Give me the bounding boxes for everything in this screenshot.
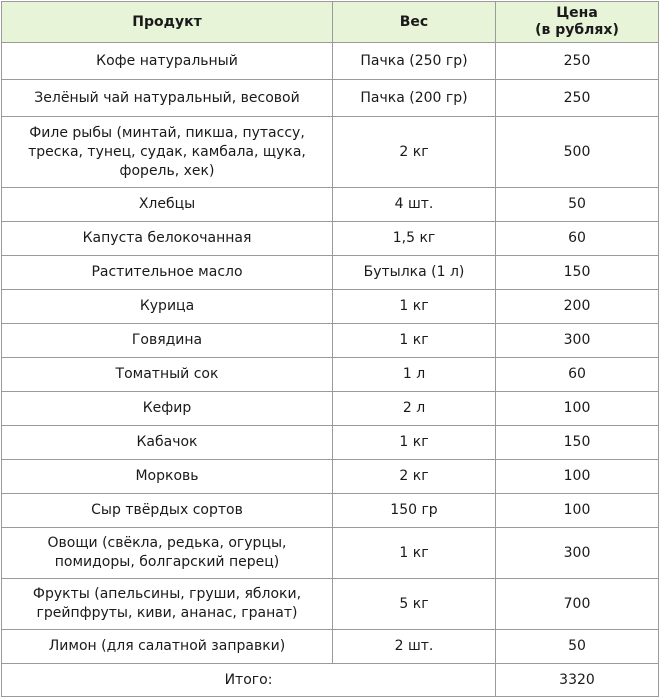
product-cell	[2, 222, 333, 256]
product-line: форель, хек)	[119, 162, 215, 179]
product-line: Хлебцы	[138, 196, 196, 212]
header-product: Продукт	[2, 2, 333, 43]
weight-cell: Пачка (200 гр)	[333, 80, 496, 117]
product-cell	[2, 290, 333, 324]
weight-cell: 2 л	[333, 392, 496, 426]
price-cell: 100	[496, 494, 659, 528]
product-line: Томатный сок	[115, 366, 219, 382]
weight-cell: 2 кг	[333, 460, 496, 494]
table-row	[2, 188, 659, 222]
weight-cell: 150 гр	[333, 494, 496, 528]
product-cell	[2, 460, 333, 494]
header-price-line1: Цена	[556, 5, 598, 21]
price-cell: 500	[496, 117, 659, 188]
header-price	[496, 2, 659, 43]
table-row	[2, 392, 659, 426]
table-row	[2, 324, 659, 358]
weight-cell: 1 л	[333, 358, 496, 392]
table-row	[2, 43, 659, 80]
price-cell: 50	[496, 630, 659, 664]
product-cell	[2, 324, 333, 358]
weight-cell: Пачка (250 гр)	[333, 43, 496, 80]
product-cell	[2, 579, 333, 630]
product-cell	[2, 256, 333, 290]
table-row	[2, 630, 659, 664]
product-line: Сыр твёрдых сортов	[91, 502, 243, 518]
product-line: треска, тунец, судак, камбала, щука,	[28, 143, 306, 160]
table-row	[2, 358, 659, 392]
price-cell: 100	[496, 392, 659, 426]
weight-cell: 5 кг	[333, 579, 496, 630]
price-cell: 250	[496, 80, 659, 117]
price-cell: 300	[496, 528, 659, 579]
table-row	[2, 494, 659, 528]
product-line: Овощи (свёкла, редька, огурцы,	[47, 535, 287, 551]
weight-cell: 1 кг	[333, 290, 496, 324]
weight-cell: 2 кг	[333, 117, 496, 188]
product-line: Морковь	[135, 468, 199, 484]
product-line: Кабачок	[136, 434, 198, 450]
price-cell: 250	[496, 43, 659, 80]
table-row	[2, 579, 659, 630]
price-table	[1, 1, 659, 697]
product-cell	[2, 494, 333, 528]
weight-cell: 4 шт.	[333, 188, 496, 222]
table-row	[2, 117, 659, 188]
header-row	[2, 2, 659, 43]
product-line: Говядина	[131, 332, 203, 348]
table-row	[2, 80, 659, 117]
product-line: грейпфруты, киви, ананас, гранат)	[36, 605, 298, 621]
product-line: Курица	[139, 298, 195, 314]
product-cell	[2, 392, 333, 426]
price-cell: 60	[496, 358, 659, 392]
price-cell: 150	[496, 256, 659, 290]
table-row	[2, 222, 659, 256]
weight-cell: 1 кг	[333, 324, 496, 358]
product-line: Растительное масло	[91, 264, 243, 280]
product-cell	[2, 80, 333, 117]
total-row	[2, 664, 659, 697]
product-cell	[2, 358, 333, 392]
product-cell	[2, 528, 333, 579]
header-price-line2: (в рублях)	[535, 22, 619, 38]
product-line: Фрукты (апельсины, груши, яблоки,	[32, 586, 302, 602]
weight-cell: 1 кг	[333, 426, 496, 460]
price-cell: 50	[496, 188, 659, 222]
product-cell	[2, 426, 333, 460]
total-value: 3320	[496, 664, 659, 697]
price-cell: 100	[496, 460, 659, 494]
weight-cell: 1,5 кг	[333, 222, 496, 256]
weight-cell: 1 кг	[333, 528, 496, 579]
product-cell	[2, 630, 333, 664]
product-line: Кефир	[142, 400, 192, 416]
table-row	[2, 528, 659, 579]
weight-cell: 2 шт.	[333, 630, 496, 664]
price-cell: 300	[496, 324, 659, 358]
product-line: помидоры, болгарский перец)	[54, 554, 280, 570]
product-line: Зелёный чай натуральный, весовой	[34, 89, 300, 106]
table-row	[2, 426, 659, 460]
header-weight: Вес	[333, 2, 496, 43]
product-line: Кофе натуральный	[96, 52, 238, 69]
table-row	[2, 290, 659, 324]
table-row	[2, 256, 659, 290]
product-cell	[2, 117, 333, 188]
price-cell: 150	[496, 426, 659, 460]
product-cell	[2, 43, 333, 80]
product-line: Филе рыбы (минтай, пикша, путассу,	[29, 124, 305, 141]
price-cell: 700	[496, 579, 659, 630]
table-row	[2, 460, 659, 494]
product-cell	[2, 188, 333, 222]
total-label: Итого:	[2, 664, 496, 697]
weight-cell: Бутылка (1 л)	[333, 256, 496, 290]
product-line: Лимон (для салатной заправки)	[48, 638, 286, 654]
price-cell: 60	[496, 222, 659, 256]
product-line: Капуста белокочанная	[82, 230, 252, 246]
price-cell: 200	[496, 290, 659, 324]
